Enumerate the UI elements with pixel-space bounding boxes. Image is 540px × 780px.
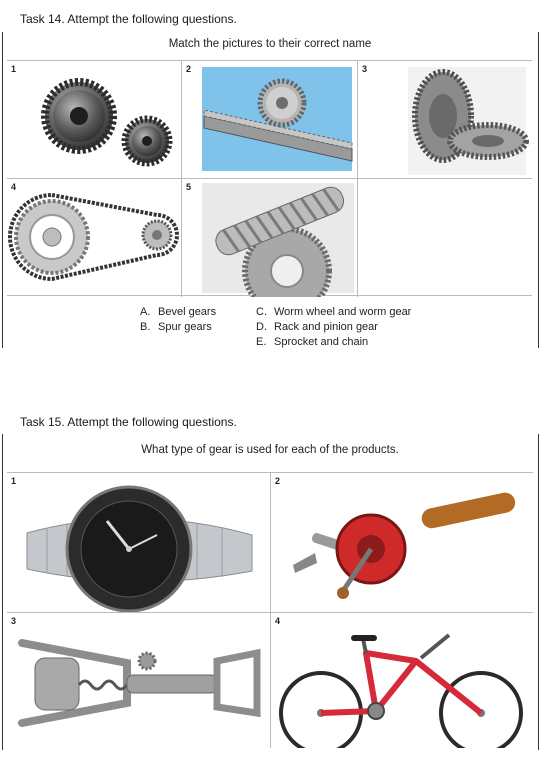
picture-cell-4 [7, 179, 182, 297]
picture-cell-2 [182, 61, 358, 179]
task-15-title: Task 15. Attempt the following questions. [20, 415, 237, 429]
cell-number: 2 [275, 476, 281, 486]
option-e: E. Sprocket and chain [256, 336, 369, 348]
option-a: A. Bevel gears [140, 306, 217, 318]
worm-gear-picture [182, 179, 358, 297]
option-b: B. Spur gears [140, 321, 212, 333]
option-d: D. Rack and pinion gear [256, 321, 378, 333]
right-margin-line [538, 434, 539, 750]
bicycle-picture [271, 613, 533, 748]
right-margin-line [538, 32, 539, 348]
cell-number: 1 [11, 476, 17, 486]
cell-number: 4 [11, 182, 17, 192]
product-cell-3 [7, 613, 271, 748]
rack-and-pinion-picture [182, 61, 358, 179]
task-15-instruction: What type of gear is used for each of the products. [141, 444, 399, 456]
option-c: C. Worm wheel and worm gear [256, 306, 412, 318]
cell-number: 3 [11, 616, 17, 626]
picture-cell-5 [182, 179, 358, 297]
task-14-picture-grid [7, 60, 532, 296]
hand-drill-picture [271, 473, 533, 613]
product-cell-4 [271, 613, 533, 748]
task-14-title: Task 14. Attempt the following questions. [20, 12, 237, 26]
product-cell-2 [271, 473, 533, 613]
picture-cell-1 [7, 61, 182, 179]
bevel-gears-picture [358, 61, 532, 179]
cell-number: 4 [275, 616, 281, 626]
cell-number: 2 [186, 64, 192, 74]
cell-number: 5 [186, 182, 192, 192]
left-margin-line [2, 434, 3, 750]
cell-number: 1 [11, 64, 17, 74]
picture-cell-3 [358, 61, 532, 179]
task-14-instruction: Match the pictures to their correct name [168, 38, 372, 50]
wrist-watch-picture [7, 473, 271, 613]
picture-cell-empty [358, 179, 532, 297]
sprocket-and-chain-picture [7, 179, 182, 297]
product-cell-1 [7, 473, 271, 613]
cell-number: 3 [362, 64, 368, 74]
spur-gears-picture [7, 61, 182, 179]
left-margin-line [2, 32, 3, 348]
task-15-picture-grid [7, 472, 533, 747]
corkscrew-picture [7, 613, 271, 748]
